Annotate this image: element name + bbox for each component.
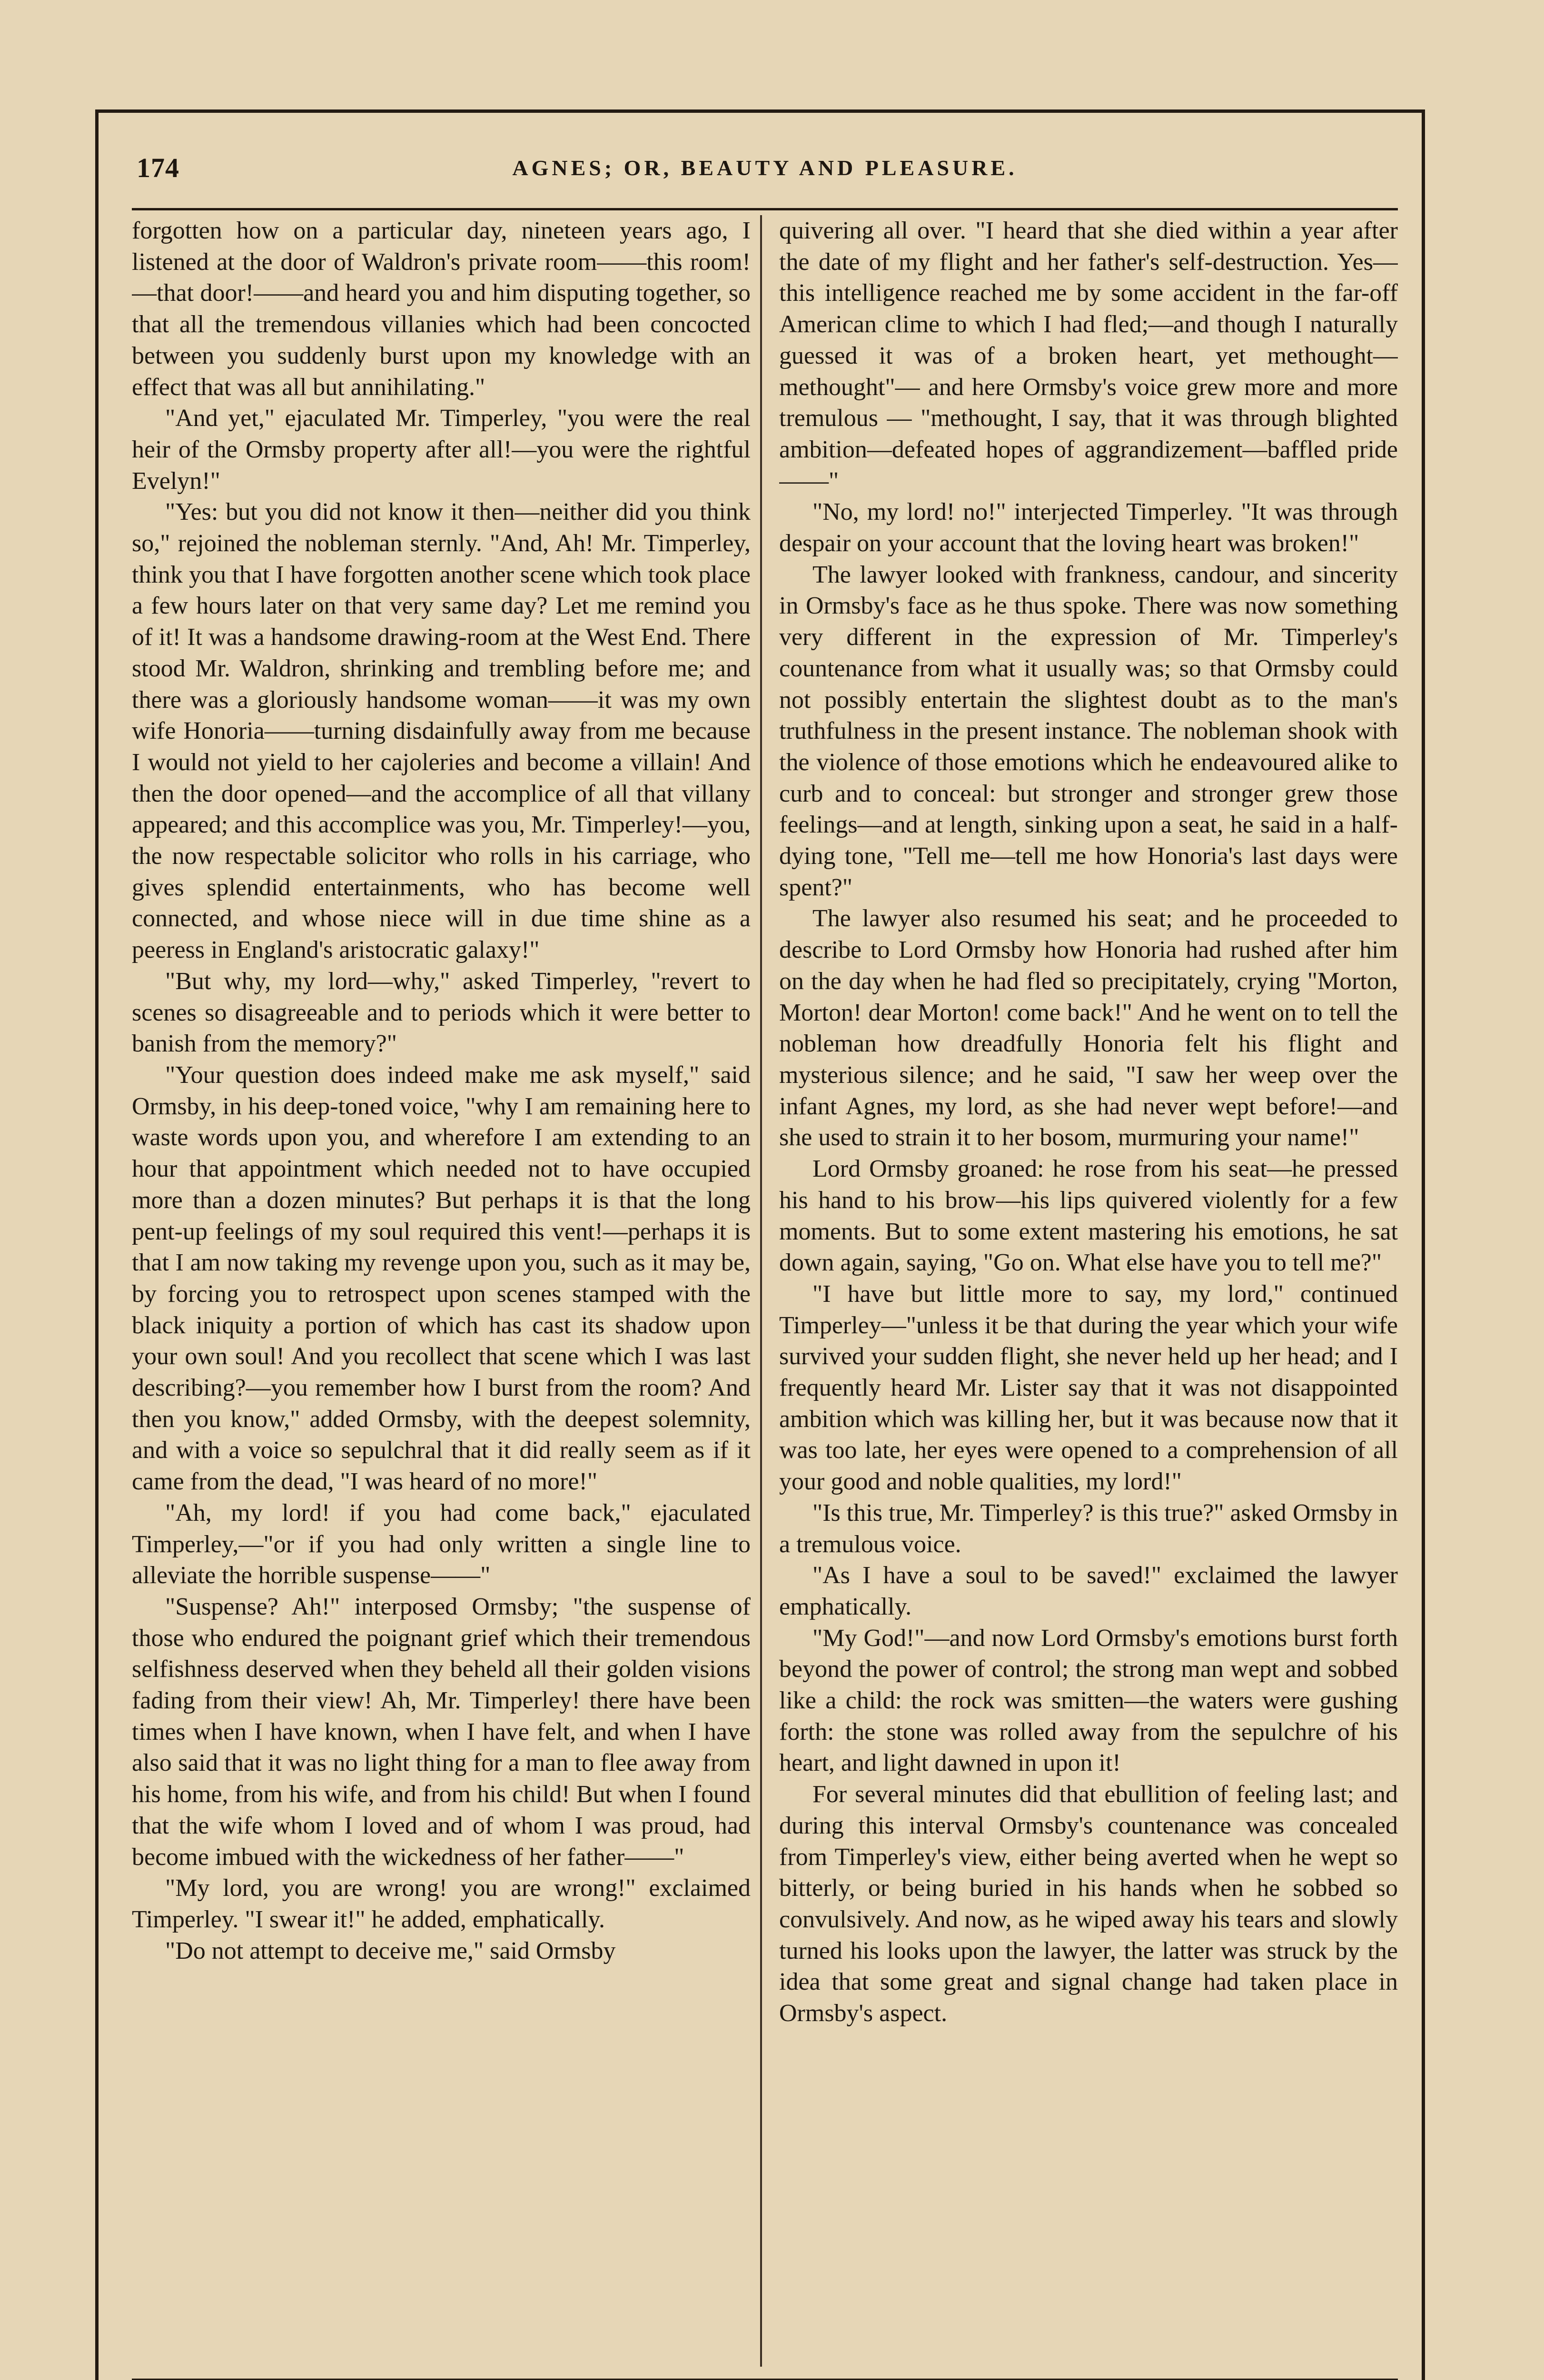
running-title: AGNES; OR, BEAUTY AND PLEASURE. xyxy=(512,155,1018,180)
paragraph: "And yet," ejaculated Mr. Timperley, "you were the real heir of the Ormsby property after all!—you were the rightful Evelyn!" xyxy=(132,405,751,495)
paragraph: "Your question does indeed make me ask myself," said Ormsby, in his deep-toned voice, "why I am remaining here to waste words upon you, and wherefore I am extending to an hour that appointment which needed not to have occupied more than a dozen minutes? But perhaps it is that the long pent-up feelings of my soul required this vent!—perhaps it is that I am now taking my revenge upon you, such as it may be, by forcing you to retrospect upon scenes stamped with the black iniquity a portion of which has cast its shadow upon your own soul! And you recollect that scene which I was last describing?—you remember how I burst from the room? And then you know," added Ormsby, with the deepest solemnity, and with a voice so sepulchral that it did really seem as if it came from the dead, "I was heard of no more!" xyxy=(132,1061,751,1496)
paragraph: "Is this true, Mr. Timperley? is this true?" asked Ormsby in a tremulous voice. xyxy=(779,1499,1398,1558)
page-number: 174 xyxy=(137,152,179,183)
paragraph: "Do not attempt to deceive me," said Ormsby xyxy=(165,1937,616,1964)
paragraph: "Ah, my lord! if you had come back," ejaculated Timperley,—"or if you had only written a single line to alleviate the horrible suspense——" xyxy=(132,1499,751,1589)
column-divider xyxy=(760,215,762,2367)
paragraph: "Suspense? Ah!" interposed Ormsby; "the suspense of those who endured the poignant grief which their tremendous selfishness deserved when they beheld all their golden visions fading from their view! Ah, Mr. Timperley! there have been times when I have known, when I have felt, and when I have also said that it was no light thing for a man to flee away from his home, from his wife, and from his child! But when I found that the wife whom I loved and of whom I was proud, had become imbued with the wickedness of her father——" xyxy=(132,1593,751,1871)
paragraph: quivering all over. "I heard that she died within a year after the date of my flight and her father's self-destruction. Yes—this intelligence reached me by some accident in the far-off American clime to which I had fled;—and though I naturally guessed it was of a broken heart, yet methought—methought"— and here Ormsby's voice grew more and more tremulous — "methought, I say, that it was through blighted ambition—defeated hopes of aggrandizement—baffled pride——" xyxy=(779,217,1398,495)
right-column xyxy=(779,215,1398,2367)
paragraph: Lord Ormsby groaned: he rose from his seat—he pressed his hand to his brow—his lips quivered violently for a few moments. But to some extent mastering his emotions, he sat down again, saying, "Go on. What else have you to tell me?" xyxy=(779,1155,1398,1277)
paragraph: "Yes: but you did not know it then—neither did you think so," rejoined the nobleman sternly. "And, Ah! Mr. Timperley, think you that I have forgotten another scene which took place a few hours later on that very same day? Let me remind you of it! It was a handsome drawing-room at the West End. There stood Mr. Waldron, shrinking and trembling before me; and there was a gloriously handsome woman——it was my own wife Honoria——turning disdainfully away from me because I would not yield to her cajoleries and become a villain! And then the door opened—and the accomplice of all that villany appeared; and this accomplice was you, Mr. Timperley!—you, the now respectable solicitor who rolls in his carriage, who gives splendid entertainments, who has become well connected, and whose niece will in due time shine as a peeress in England's aristocratic galaxy!" xyxy=(132,498,751,964)
left-column xyxy=(132,215,751,2367)
page-frame xyxy=(95,109,1425,2380)
header-rule xyxy=(132,208,1398,210)
paragraph: "My God!"—and now Lord Ormsby's emotions burst forth beyond the power of control; the strong man wept and sobbed like a child: the rock was smitten—the waters were gushing forth: the stone was rolled away from the sepulchre of his heart, and light dawned in upon it! xyxy=(779,1624,1398,1777)
page-header xyxy=(137,132,1393,203)
paragraph: For several minutes did that ebullition of feeling last; and during this interval Ormsby's countenance was concealed from Timperley's view, either being averted when he wept so bitterly, or being buried in his hands when he sobbed so convulsively. And now, as he wiped away his tears and slowly turned his looks upon the lawyer, the latter was struck by the idea that some great and signal change had taken place in Ormsby's aspect. xyxy=(779,1781,1398,2027)
paragraph: The lawyer also resumed his seat; and he proceeded to describe to Lord Ormsby how Honoria had rushed after him on the day when he had fled so precipitately, crying "Morton, Morton! dear Morton! come back!" And he went on to tell the nobleman how dreadfully Honoria felt his flight and mysterious silence; and he said, "I saw her weep over the infant Agnes, my lord, as she had never wept before!—and she used to strain it to her bosom, murmuring your name!" xyxy=(779,905,1398,1151)
paragraph: "But why, my lord—why," asked Timperley, "revert to scenes so disagreeable and to periods which it were better to banish from the memory?" xyxy=(132,967,751,1058)
paragraph: "My lord, you are wrong! you are wrong!" exclaimed Timperley. "I swear it!" he added, emphatically. xyxy=(132,1874,751,1933)
paragraph: "No, my lord! no!" interjected Timperley. "It was through despair on your account that the loving heart was broken!" xyxy=(779,498,1398,557)
paragraph: The lawyer looked with frankness, candour, and sincerity in Ormsby's face as he thus spoke. There was now something very different in the expression of Mr. Timperley's countenance from what it usually was; so that Ormsby could not possibly entertain the slightest doubt as to the man's truthfulness in the present instance. The nobleman shook with the violence of those emotions which he endeavoured alike to curb and to conceal: but stronger and stronger grew those feelings—and at length, sinking upon a seat, he said in a half-dying tone, "Tell me—tell me how Honoria's last days were spent?" xyxy=(779,561,1398,901)
paragraph: "I have but little more to say, my lord," continued Timperley—"unless it be that during the year which your wife survived your sudden flight, she never held up her head; and I frequently heard Mr. Lister say that it was not disappointed ambition which was killing her, but it was because now that it was too late, her eyes were opened to a comprehension of all your good and noble qualities, my lord!" xyxy=(779,1280,1398,1496)
paragraph: "As I have a soul to be saved!" exclaimed the lawyer emphatically. xyxy=(779,1562,1398,1620)
paragraph: forgotten how on a particular day, nineteen years ago, I listened at the door of Waldron's private room——this room!—that door!——and heard you and him disputing together, so that all the tremendous villanies which had been concocted between you suddenly burst upon my knowledge with an effect that was all but annihilating." xyxy=(132,217,751,401)
